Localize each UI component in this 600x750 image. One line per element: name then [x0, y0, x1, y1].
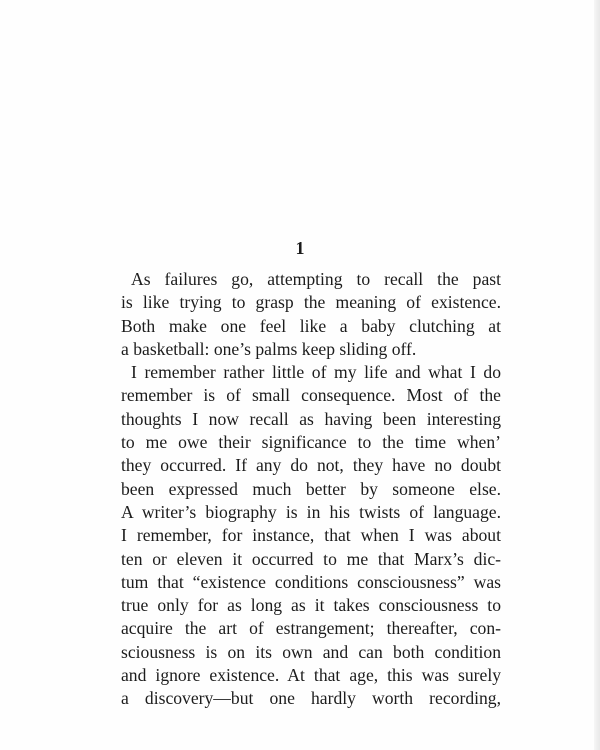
text-line: thoughts I now recall as having been interesting: [121, 408, 501, 429]
text-line: a discovery—but one hardly worth recording,: [121, 688, 501, 709]
page-edge: [594, 0, 600, 750]
text-line: A writer’s biography is in his twists of language.: [121, 501, 501, 522]
text-line: is like trying to grasp the meaning of existence.: [121, 292, 501, 313]
text-line: I remember, for instance, that when I was about: [121, 525, 501, 546]
text-line: and ignore existence. At that age, this was surely: [121, 665, 501, 686]
text-line: been expressed much better by someone else.: [121, 478, 501, 499]
paragraph-1: [121, 268, 501, 361]
text-line: acquire the art of estrangement; thereafter, con-: [121, 618, 501, 639]
text-line: a basketball: one’s palms keep sliding off.: [121, 338, 417, 359]
text-line: sciousness is on its own and can both condition: [121, 641, 501, 662]
chapter-body: [121, 268, 501, 711]
text-line: to me owe their significance to the time when’: [121, 432, 501, 453]
text-line: ten or eleven it occurred to me that Marx’s dic-: [121, 548, 501, 569]
text-line: true only for as long as it takes consciousness to: [121, 595, 501, 616]
paragraph-2: [121, 361, 501, 710]
text-line: tum that “existence conditions consciousness” was: [121, 571, 501, 592]
chapter-number: 1: [295, 238, 305, 258]
text-line: they occurred. If any do not, they have no doubt: [121, 455, 501, 476]
text-line: remember is of small consequence. Most of the: [121, 385, 501, 406]
text-line: Both make one feel like a baby clutching at: [121, 315, 501, 336]
text-line: As failures go, attempting to recall the past: [131, 269, 501, 289]
text-line: I remember rather little of my life and what I do: [131, 362, 501, 383]
